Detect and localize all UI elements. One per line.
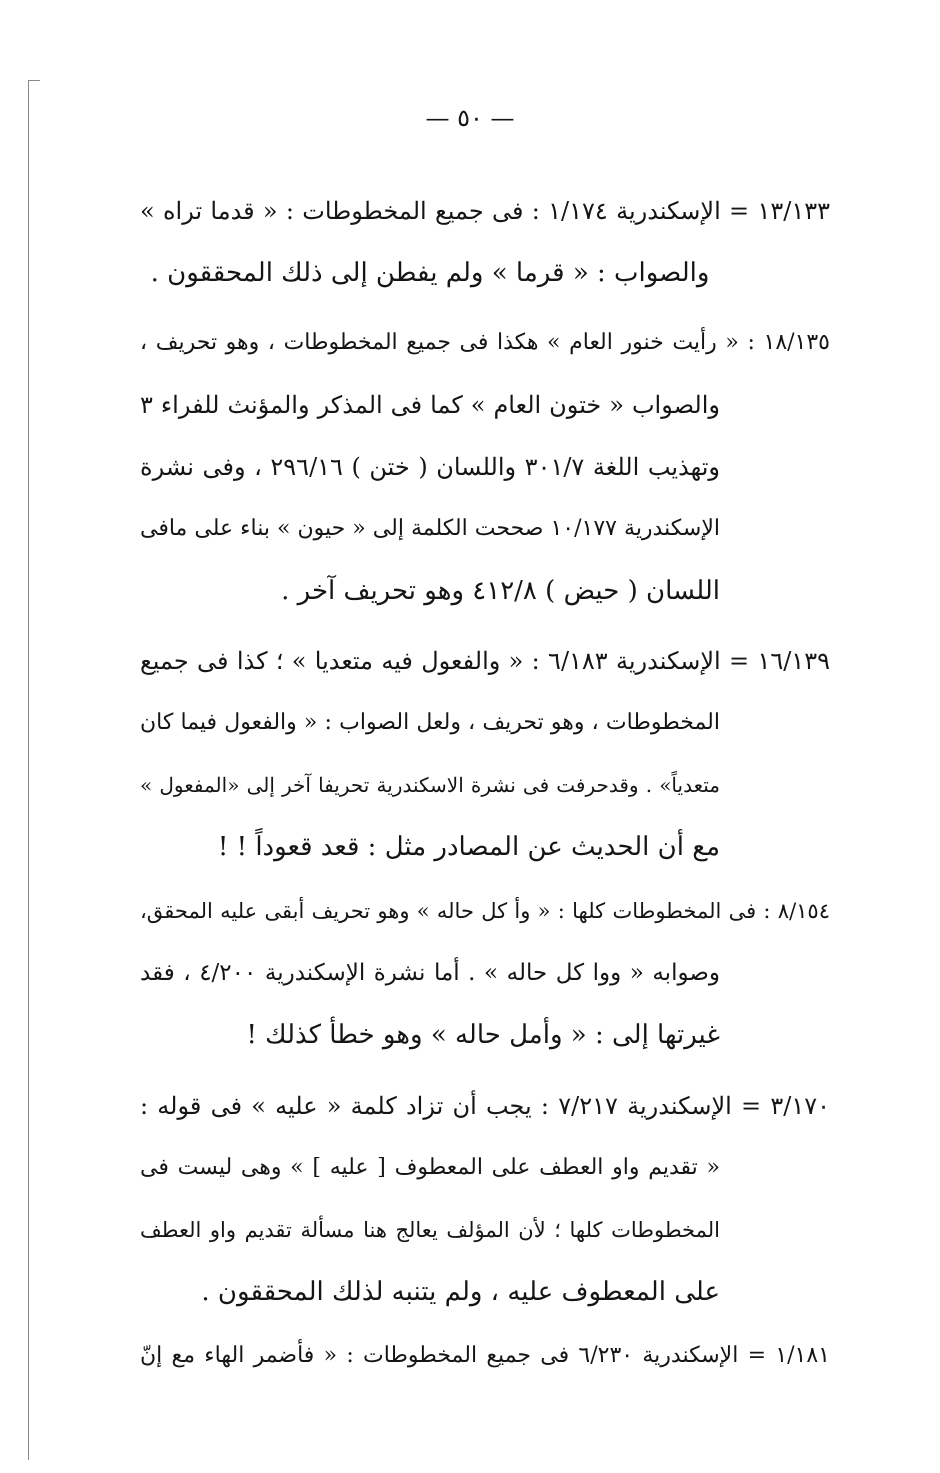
- entry-line: ٣/١٧٠ = الإسكندرية ٧/٢١٧ : يجب أن تزاد كلمة « عليه » فى قوله :: [140, 1092, 830, 1120]
- entry-line: الإسكندرية ١٠/١٧٧ صححت الكلمة إلى « حيون » بناء على مافى: [140, 516, 720, 541]
- entry-line: وصوابه « ووا كل حاله » . أما نشرة الإسكندرية ٤/٢٠٠ ، فقد: [140, 960, 720, 986]
- note-entry-2: [140, 312, 830, 622]
- note-entry-5: [140, 1075, 830, 1323]
- entry-line: والصواب : « قرما » ولم يفطن إلى ذلك المحققون .: [150, 258, 710, 288]
- entry-line: ٨/١٥٤ : فى المخطوطات كلها : « وأ كل حاله » وهو تحريف أبقى عليه المحقق،: [140, 899, 830, 923]
- entry-line: المخطوطات كلها ؛ لأن المؤلف يعالج هنا مسألة تقديم واو العطف: [140, 1218, 720, 1242]
- entry-line: والصواب « ختون العام » كما فى المذكر والمؤنث للفراء ٣: [140, 391, 720, 419]
- note-entry-1: [140, 180, 830, 304]
- note-entry-6: [140, 1325, 830, 1387]
- entry-line: مع أن الحديث عن المصادر مثل : قعد قعوداً ! !: [217, 832, 720, 862]
- entry-line: « تقديم واو العطف على المعطوف [ عليه ] » وهى ليست فى: [140, 1155, 720, 1180]
- entry-line: على المعطوف عليه ، ولم يتنبه لذلك المحققون .: [201, 1277, 720, 1307]
- page-number: — ٥٠ —: [425, 104, 515, 132]
- binding-margin-line: [28, 80, 29, 1460]
- entry-line: ١٣/١٣٣ = الإسكندرية ١/١٧٤ : فى جميع المخطوطات : « قدما تراه »: [140, 197, 830, 225]
- entry-line: اللسان ( حيض ) ٤١٢/٨ وهو تحريف آخر .: [281, 576, 720, 606]
- entry-line: غيرتها إلى : « وأمل حاله » وهو خطأ كذلك !: [246, 1020, 720, 1050]
- entry-line: ١/١٨١ = الإسكندرية ٦/٢٣٠ فى جميع المخطوطات : « فأضمر الهاء مع إنّ: [140, 1343, 830, 1368]
- note-entry-4: [140, 880, 830, 1066]
- entry-line: ١٨/١٣٥ : « رأيت خنور العام » هكذا فى جميع المخطوطات ، وهو تحريف ،: [140, 330, 830, 355]
- entry-line: ١٦/١٣٩ = الإسكندرية ٦/١٨٣ : « والفعول فيه متعديا » ؛ كذا فى جميع: [140, 647, 830, 675]
- note-entry-3: [140, 630, 830, 878]
- entry-line: المخطوطات ، وهو تحريف ، ولعل الصواب : « والفعول فيما كان: [140, 710, 720, 735]
- entry-line: وتهذيب اللغة ٣٠١/٧ واللسان ( ختن ) ٢٩٦/١٦ ، وفى نشرة: [140, 453, 720, 481]
- entry-line: متعدياً» . وقدحرفت فى نشرة الاسكندرية تحريفا آخر إلى «المفعول »: [140, 773, 720, 797]
- binding-margin-tick: [28, 80, 40, 81]
